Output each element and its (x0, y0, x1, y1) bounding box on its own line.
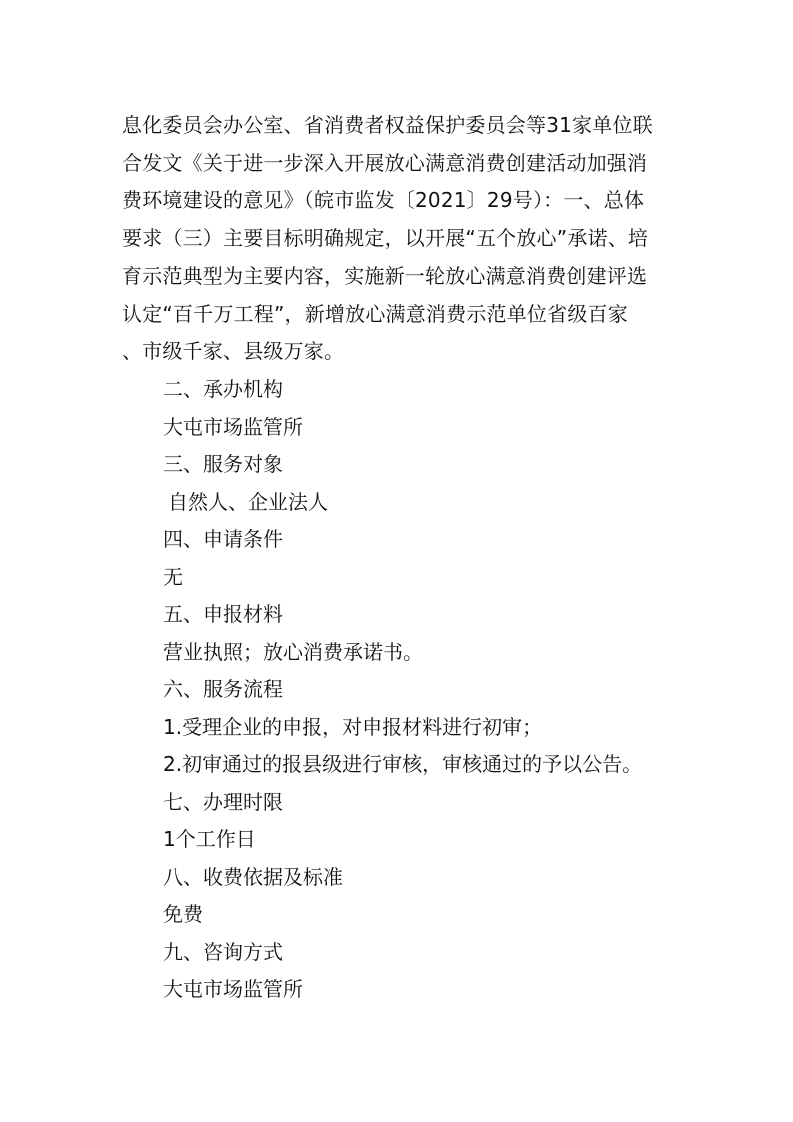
paragraph-line: 合发文《关于进一步深入开展放心满意消费创建活动加强消 (122, 150, 648, 175)
paragraph-line: 、市级千家、县级万家。 (122, 339, 345, 364)
section-heading-process: 六、服务流程 (163, 677, 283, 701)
paragraph-line: 息化委员会办公室、省消费者权益保护委员会等31家单位联 (122, 113, 653, 137)
section-value-fees: 免费 (163, 902, 203, 926)
body-paragraph (122, 107, 692, 371)
section-heading-fees: 八、收费依据及标准 (163, 864, 343, 889)
section-heading-service-target: 三、服务对象 (163, 452, 283, 476)
section-value-materials: 营业执照；放心消费承诺书。 (163, 639, 423, 664)
section-heading-organizer: 二、承办机构 (163, 377, 283, 401)
section-value-conditions: 无 (163, 564, 183, 589)
paragraph-line: 费环境建设的意见》（皖市监发〔2021〕29号）：一、总体 (122, 188, 645, 213)
section-heading-conditions: 四、申请条件 (163, 527, 283, 551)
section-value-service-target: 自然人、企业法人 (168, 489, 328, 514)
section-heading-time-limit: 七、办理时限 (163, 789, 283, 814)
section-list (163, 371, 683, 1009)
section-value-process-step-1: 1.受理企业的申报，对申报材料进行初审； (163, 714, 543, 739)
section-value-time-limit: 1个工作日 (163, 827, 256, 851)
section-value-process-step-2: 2.初审通过的报县级进行审核，审核通过的予以公告。 (163, 752, 643, 776)
paragraph-line: 认定“百千万工程”，新增放心满意消费示范单位省级百家 (122, 301, 628, 326)
section-value-organizer: 大屯市场监管所 (163, 414, 303, 439)
section-value-consultation: 大屯市场监管所 (163, 977, 303, 1001)
paragraph-line: 要求（三）主要目标明确规定，以开展“五个放心”承诺、培 (122, 226, 649, 251)
paragraph-line: 育示范典型为主要内容，实施新一轮放心满意消费创建评选 (122, 263, 648, 288)
section-heading-consultation: 九、咨询方式 (163, 939, 283, 964)
section-heading-materials: 五、申报材料 (163, 602, 283, 626)
